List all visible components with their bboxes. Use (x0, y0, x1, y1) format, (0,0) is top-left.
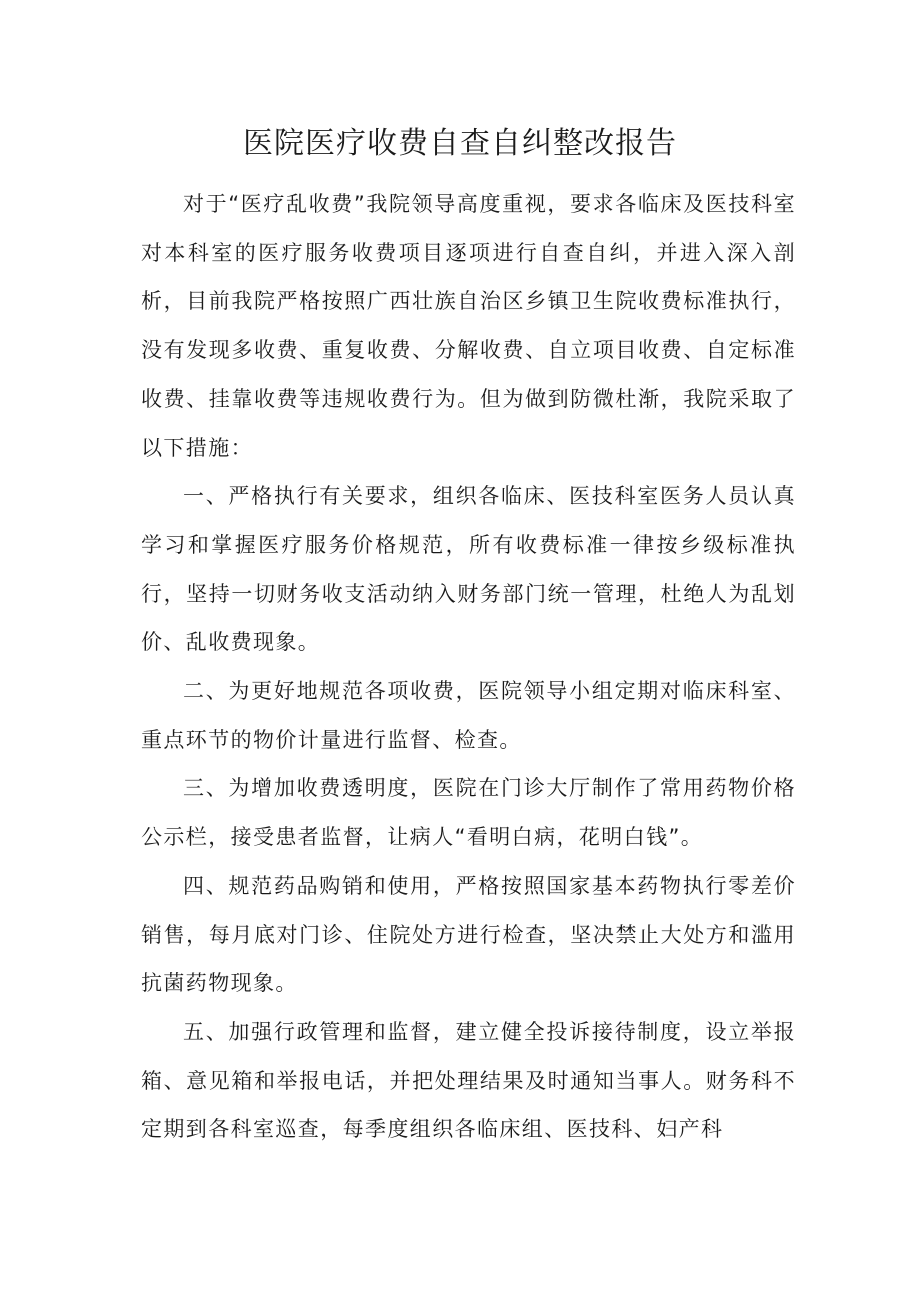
document-title: 医院医疗收费自查自纠整改报告 (243, 126, 677, 161)
paragraph-measure-4: 四、规范药品购销和使用，严格按照国家基本药物执行零差价销售，每月底对门诊、住院处方进行检查，坚决禁止大处方和滥用抗菌药物现象。 (141, 873, 796, 996)
paragraph-measure-2: 二、为更好地规范各项收费，医院领导小组定期对临床科室、重点环节的物价计量进行监督、检查。 (141, 679, 796, 752)
paragraph-measure-5: 五、加强行政管理和监督，建立健全投诉接待制度，设立举报箱、意见箱和举报电话，并把处理结果及时通知当事人。财务科不定期到各科室巡查，每季度组织各临床组、医技科、妇产科 (141, 1019, 796, 1142)
paragraph-measure-1: 一、严格执行有关要求，组织各临床、医技科室医务人员认真学习和掌握医疗服务价格规范，所有收费标准一律按乡级标准执行，坚持一切财务收支活动纳入财务部门统一管理，杜绝人为乱划价、乱收费现象。 (141, 484, 796, 655)
paragraph-measure-3: 三、为增加收费透明度，医院在门诊大厅制作了常用药物价格公示栏，接受患者监督，让病人“看明白病，花明白钱”。 (141, 776, 796, 850)
document-body (141, 180, 796, 1154)
paragraph-intro: 对于“医疗乱收费”我院领导高度重视，要求各临床及医技科室对本科室的医疗服务收费项目逐项进行自查自纠，并进入深入剖析，目前我院严格按照广西壮族自治区乡镇卫生院收费标准执行，没有发现多收费、重复收费、分解收费、自立项目收费、自定标准收费、挂靠收费等违规收费行为。但为做到防微杜渐，我院采取了以下措施： (141, 192, 796, 460)
